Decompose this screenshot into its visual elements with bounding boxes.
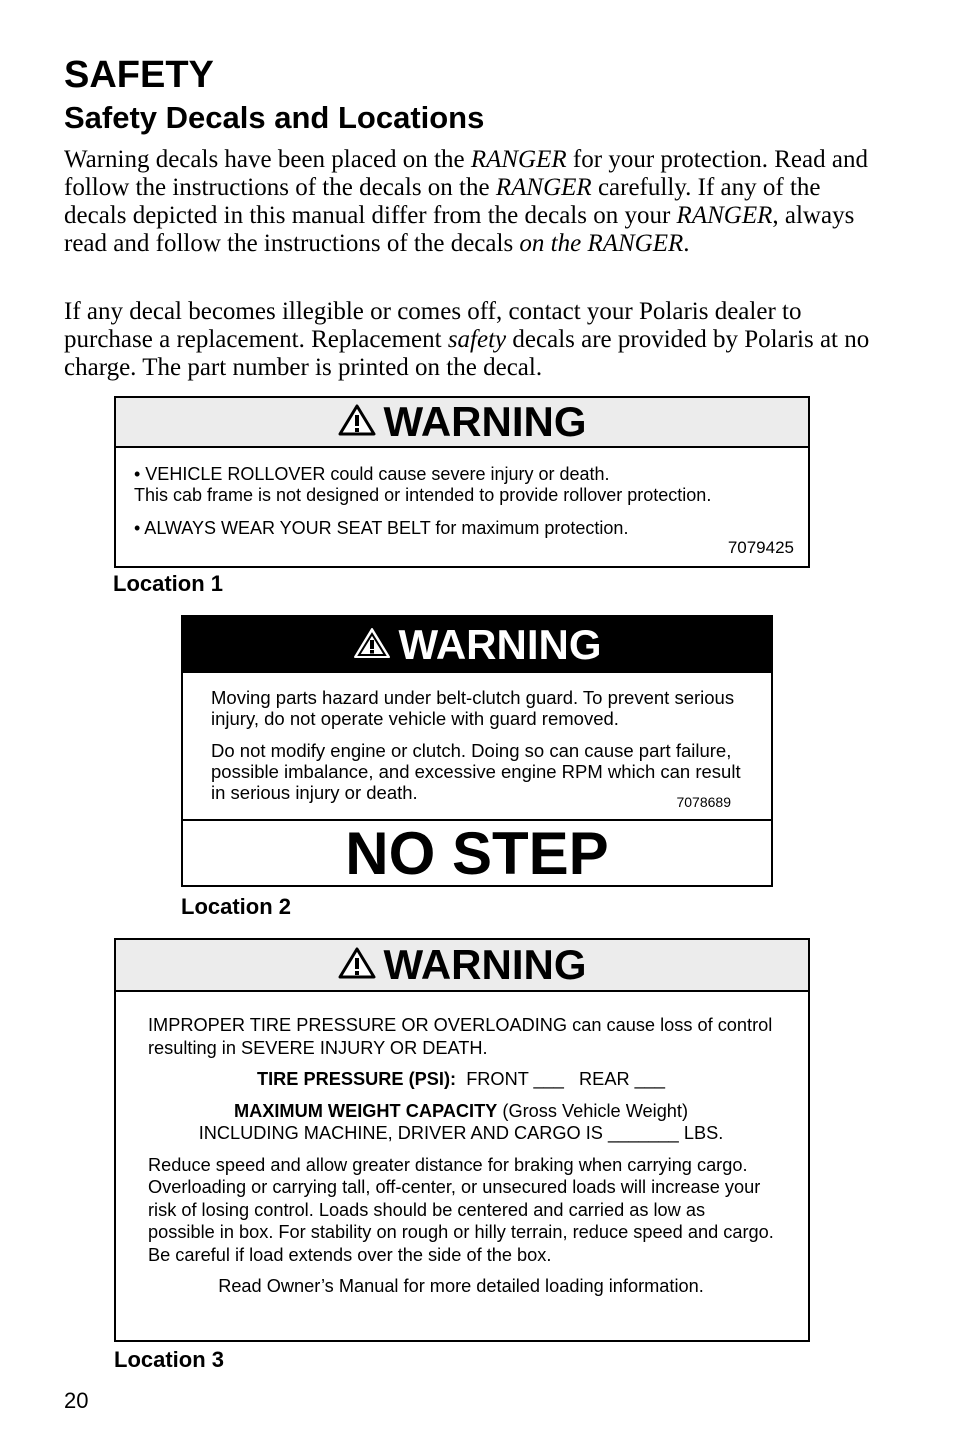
warning-decal-location-1	[114, 396, 810, 568]
intro-paragraph-2: If any decal becomes illegible or comes off, contact your Polaris dealer to purchase a replacement. Replacement safety decals are provided by Polaris at no charge. The part number is printed on the decal.	[64, 298, 870, 381]
decal-text-paragraph: Moving parts hazard under belt-clutch guard. To prevent serious injury, do not operate vehicle with guard removed.	[211, 687, 735, 729]
location-label: Location 1	[113, 571, 224, 596]
warning-header	[183, 617, 771, 673]
decal-body	[148, 1014, 774, 1298]
location-label: Location 3	[114, 1347, 225, 1372]
warning-label: WARNING	[383, 941, 587, 988]
warning-label: WARNING	[383, 398, 587, 445]
page-number: 20	[64, 1388, 89, 1413]
decal-body	[211, 687, 751, 803]
warning-header	[116, 398, 808, 448]
part-number: 7078689	[676, 794, 731, 810]
warning-header	[116, 940, 808, 992]
weight-capacity-line	[148, 1100, 774, 1123]
decal-text-line: This cab frame is not designed or intended to provide rollover protection.	[134, 485, 712, 505]
subsection-title: Safety Decals and Locations	[64, 100, 485, 135]
warning-triangle-icon	[338, 947, 376, 984]
warning-triangle-icon	[338, 404, 376, 441]
tire-pressure-line	[148, 1068, 774, 1091]
warning-decal-location-3	[114, 938, 810, 1342]
decal-footer-text: Read Owner’s Manual for more detailed loading information.	[218, 1276, 704, 1296]
warning-triangle-icon	[353, 627, 391, 664]
decal-text-paragraph: Do not modify engine or clutch. Doing so can cause part failure, possible imbalance, and excessive engine RPM which can result in serious injury or death.	[211, 740, 741, 803]
decal-text-line: • VEHICLE ROLLOVER could cause severe injury or death.	[134, 464, 610, 484]
weight-capacity-note: (Gross Vehicle Weight)	[497, 1100, 689, 1121]
decal-body	[134, 464, 794, 539]
decal-text-line: • ALWAYS WEAR YOUR SEAT BELT for maximum protection.	[134, 518, 629, 538]
no-step-label: NO STEP	[183, 819, 771, 885]
decal-text-paragraph: Reduce speed and allow greater distance for braking when carrying cargo. Overloading or carrying tall, off-center, or unsecured loads will increase your risk of losing control. Loads should be centered and carried as low as possible in box. For stability on rough or hilly terrain, reduce speed and cargo. Be careful if load extends over the side of the box.	[148, 1154, 774, 1265]
part-number: 7079425	[727, 538, 794, 557]
location-label: Location 2	[181, 894, 292, 919]
tire-pressure-values: FRONT ___ REAR ___	[466, 1069, 665, 1089]
intro-paragraph-1: Warning decals have been placed on the RANGER for your protection. Read and follow the instructions of the decals on the RANGER carefully. If any of the decals depicted in this manual differ from the decals on your RANGER, always read and follow the instructions of the decals on the RANGER.	[64, 146, 868, 257]
warning-decal-location-2	[181, 615, 773, 887]
warning-label: WARNING	[398, 621, 602, 668]
decal-text-paragraph: IMPROPER TIRE PRESSURE OR OVERLOADING can cause loss of control resulting in SEVERE INJURY OR DEATH.	[148, 1015, 773, 1058]
tire-pressure-label: TIRE PRESSURE (PSI):	[257, 1069, 457, 1089]
section-title: SAFETY	[64, 54, 214, 96]
weight-capacity-label: MAXIMUM WEIGHT CAPACITY	[233, 1100, 498, 1121]
weight-capacity-line-2: INCLUDING MACHINE, DRIVER AND CARGO IS _______ LBS.	[198, 1123, 724, 1143]
